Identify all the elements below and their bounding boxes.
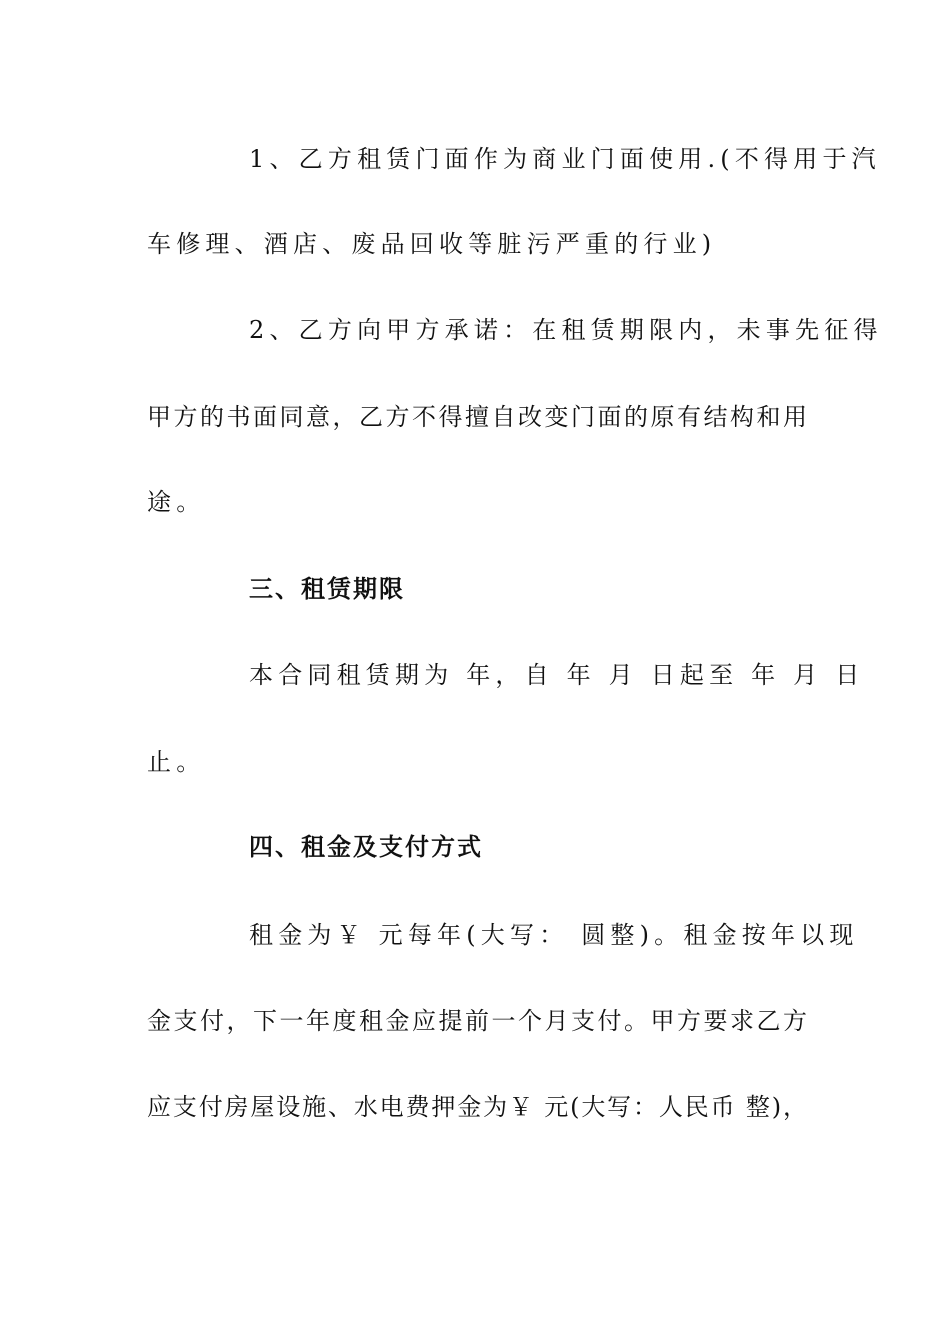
section-heading-rent-payment: 四、租金及支付方式 <box>249 833 483 861</box>
section-heading-lease-term: 三、租赁期限 <box>249 575 405 603</box>
lease-term-line-2: 止。 <box>147 748 206 776</box>
clause-2-line-3: 途。 <box>147 488 206 516</box>
clause-2-line-2: 甲方的书面同意，乙方不得擅自改变门面的原有结构和用 <box>147 403 807 431</box>
rent-payment-line-1: 租金为￥ 元每年(大写： 圆整)。租金按年以现 <box>249 921 859 949</box>
clause-1-line-1: 1、乙方租赁门面作为商业门面使用.(不得用于汽 <box>249 145 881 173</box>
rent-payment-line-2: 金支付，下一年度租金应提前一个月支付。甲方要求乙方 <box>147 1007 807 1035</box>
clause-1-line-2: 车修理、酒店、废品回收等脏污严重的行业) <box>147 230 717 258</box>
rent-payment-line-3: 应支付房屋设施、水电费押金为￥ 元(大写：人民币 整)， <box>147 1093 807 1121</box>
clause-2-line-1: 2、乙方向甲方承诺：在租赁期限内，未事先征得 <box>249 316 883 344</box>
lease-term-line-1: 本合同租赁期为 年，自 年 月 日起至 年 月 日 <box>249 661 865 689</box>
